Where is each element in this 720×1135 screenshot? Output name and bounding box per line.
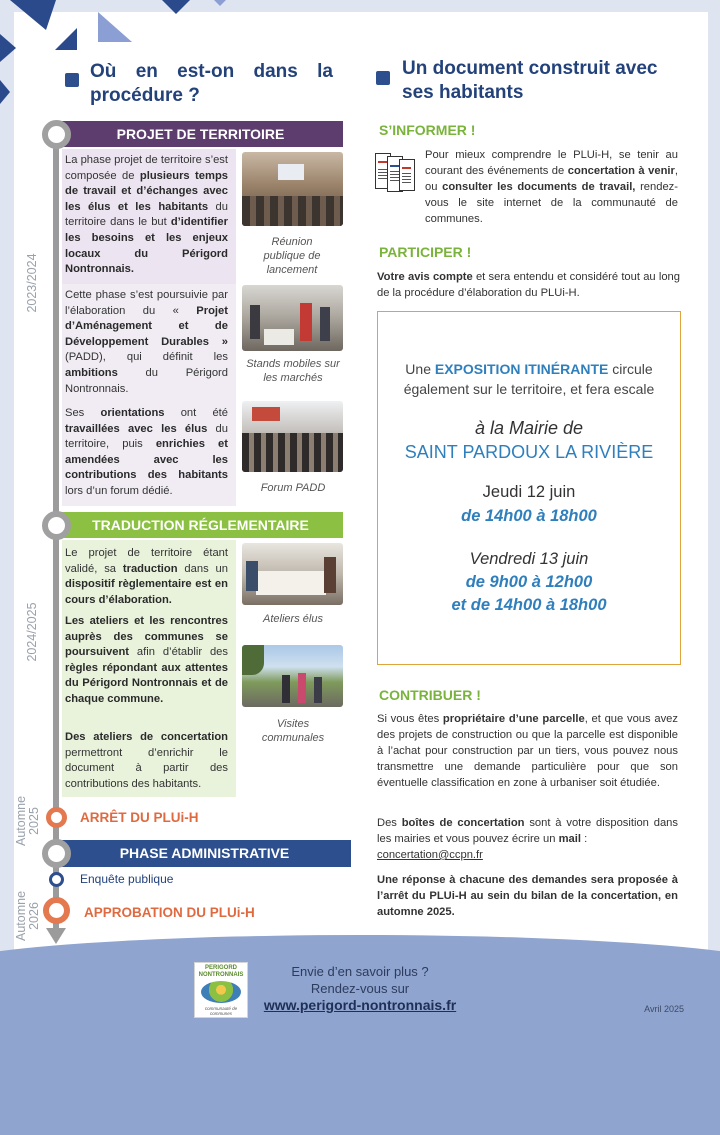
footer-line-1: Envie d’en savoir plus ? [291, 964, 429, 979]
photo-reunion-publique [242, 152, 343, 226]
contact-email[interactable]: concertation@ccpn.fr [377, 849, 483, 861]
documents-icon [375, 151, 415, 191]
footer-website-link[interactable]: www.perigord-nontronnais.fr [263, 997, 457, 1013]
timeline-node-admin [42, 839, 71, 868]
photo-stands-marches [242, 285, 343, 351]
expo-day-2: Vendredi 13 juin [469, 550, 589, 568]
year-2023-2024: 2023/2024 [25, 253, 39, 313]
left-heading: Où en est-on dans la procédure ? [90, 61, 333, 106]
expo-hours-1: de 14h00 à 18h00 [461, 507, 597, 525]
expo-intro: Une EXPOSITION ITINÉRANTE circule également sur le territoire, et fera escale [403, 361, 655, 397]
caption-forum: Forum PADD [260, 482, 326, 494]
heading-bullet-icon-right [376, 71, 390, 85]
logo-mark-icon [201, 981, 241, 1003]
logo-subtitle: communauté de communes [204, 1006, 238, 1016]
contribuer-title: CONTRIBUER ! [379, 687, 481, 703]
section-title-traduction: TRADUCTION RÉGLEMENTAIRE [58, 512, 343, 538]
expo-hours-2a: de 9h00 à 12h00 [465, 573, 593, 591]
traduction-paragraph-3: Des ateliers de concertation permettront d’enrichir le document à partir des contributions des habitants. [65, 731, 228, 790]
photo-visites-communales [242, 645, 343, 707]
timeline-node-arret [46, 807, 67, 828]
enquete-publique: Enquête publique [80, 872, 174, 886]
right-heading: Un document construit avec ses habitants [402, 58, 658, 103]
year-2024-2025: 2024/2025 [25, 602, 39, 662]
projet-paragraph-2: Cette phase s’est poursuivie par l’élaboration du « Projet d’Aménagement et de Développement Durables » (PADD), qui définit les ambitions du Périgord Nontronnais. [65, 289, 228, 395]
traduction-paragraph-1: Le projet de territoire étant validé, sa traduction dans un dispositif règlementaire est en cours d’élaboration. [65, 547, 228, 606]
caption-stands: Stands mobiles sur les marchés [246, 358, 340, 384]
footer-line-2: Rendez-vous sur [310, 981, 410, 996]
timeline-node-traduction [42, 511, 71, 540]
contribuer-text-3: Une réponse à chacune des demandes sera proposée à l’arrêt du PLUi-H au sein du bilan de la concertation, en automne 2025. [377, 874, 678, 918]
section-title-admin: PHASE ADMINISTRATIVE [58, 840, 351, 867]
caption-ateliers: Ateliers élus [263, 613, 323, 625]
footer-date: Avril 2025 [644, 1004, 684, 1014]
heading-bullet-icon [65, 73, 79, 87]
section-title-projet: PROJET DE TERRITOIRE [58, 121, 343, 147]
logo-text: PERIGORD NONTRONNAIS [198, 965, 244, 978]
year-automne-2025: Automne 2025 [14, 795, 41, 847]
participer-text: Votre avis compte et sera entendu et considéré tout au long de la procédure d’élaboration du PLUi-H. [377, 271, 680, 299]
participer-title: PARTICIPER ! [379, 244, 472, 260]
year-automne-2026: Automne 2026 [14, 890, 41, 942]
projet-paragraph-1: La phase projet de territoire s’est composée de plusieurs temps de travail et d’échanges avec les élus et les habitants du territoire dans le but d’identifier les besoins et les enjeux locaux du Périgord Nontronnais. [65, 154, 229, 276]
contribuer-text-1: Si vous êtes propriétaire d’une parcelle, et que vous avez des projets de construction ou que la parcelle est disponible à l’achat pour construction par un tiers, vous pouvez nous transmettre une demande particulière pour que son éventuelle classification en zone à urbaniser soit étudiée. [377, 713, 678, 789]
informer-title: S’INFORMER ! [379, 122, 476, 138]
logo [194, 962, 248, 1018]
expo-day-1: Jeudi 12 juin [482, 483, 576, 501]
expo-mairie: à la Mairie de [474, 418, 584, 438]
caption-visites: Visites communales [261, 718, 325, 744]
exposition-box [377, 311, 681, 665]
informer-text: Pour mieux comprendre le PLUi-H, se tenir au courant des événements de concertation à venir, ou consulter les documents de travail, rendez-vous le site internet de la communauté de communes. [425, 149, 679, 225]
expo-hours-2b: et de 14h00 à 18h00 [451, 596, 607, 614]
traduction-paragraph-2: Les ateliers et les rencontres auprès des communes se poursuivent afin d’établir des règles répondant aux attentes du Périgord Nontronnais et de chaque commune. [65, 615, 228, 705]
caption-reunion: Réunion publique de lancement [263, 236, 321, 276]
timeline-arrow-icon [46, 928, 66, 944]
photo-ateliers-elus [242, 543, 343, 605]
arret-title: ARRÊT DU PLUi-H [80, 810, 199, 825]
photo-forum-padd [242, 401, 343, 472]
timeline-node-enquete [49, 872, 64, 887]
timeline-node-approbation [43, 897, 70, 924]
contribuer-text-2: Des boîtes de concertation sont à votre disposition dans les mairies et vous pouvez écrire un mail : concertation@ccpn.fr [377, 817, 678, 861]
approbation-title: APPROBATION DU PLUi-H [84, 905, 255, 920]
projet-paragraph-3: Ses orientations ont été travaillées avec les élus du territoire, puis enrichies et amendées avec les contributions des habitants lors d’un forum dédié. [65, 407, 229, 497]
expo-place: SAINT PARDOUX LA RIVIÈRE [404, 442, 654, 462]
timeline-node-projet [42, 120, 71, 149]
